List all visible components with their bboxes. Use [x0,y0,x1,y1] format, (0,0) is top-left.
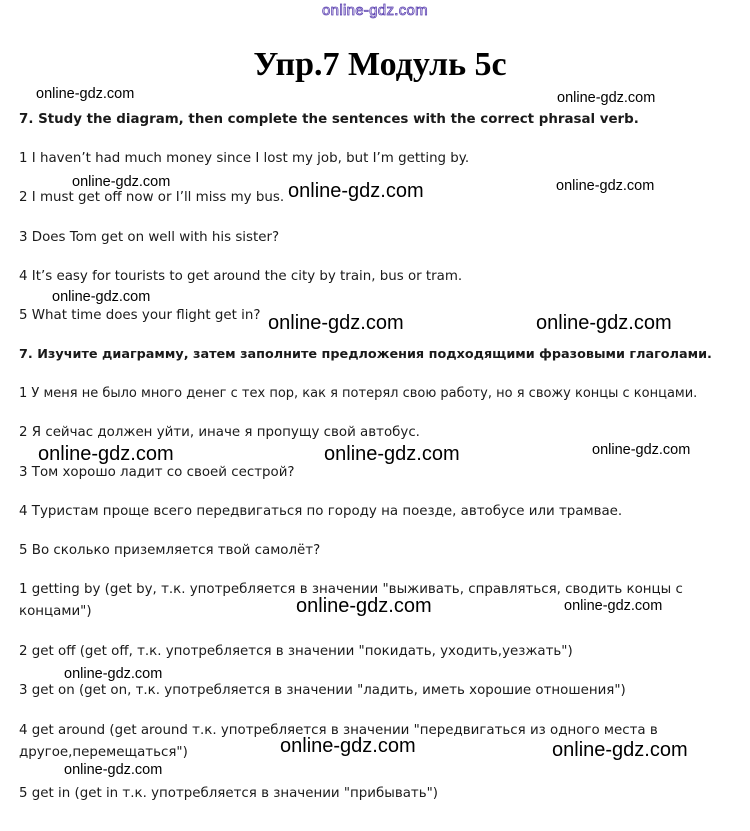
russian-sentence-1: 1 У меня не было много денег с тех пор, как я потерял свою работу, но я свожу концы с концами. [19,386,698,401]
watermark-text: online-gdz.com [72,174,171,190]
russian-sentence-3: 3 Том хорошо ладит со своей сестрой? [19,465,295,480]
page-title: Упр.7 Модуль 5с [253,46,507,83]
top-watermark: online-gdz.com [322,2,428,19]
answer-3: 3 get on (get on, т.к. употребляется в значении "ладить, иметь хорошие отношения") [19,683,626,698]
watermark-text: online-gdz.com [36,86,135,102]
watermark-text: online-gdz.com [324,443,460,465]
english-task-heading: 7. Study the diagram, then complete the sentences with the correct phrasal verb. [19,112,639,127]
russian-sentence-2: 2 Я сейчас должен уйти, иначе я пропущу свой автобус. [19,425,420,440]
answer-1: 1 getting by (get by, т.к. употребляется в значении "выживать, справляться, сводить концы с концами") [19,582,683,619]
watermark-text: online-gdz.com [280,735,416,757]
english-sentence-4: 4 It’s easy for tourists to get around the city by train, bus or tram. [19,269,463,284]
watermark-text: online-gdz.com [536,312,672,334]
russian-task-heading: 7. Изучите диаграмму, затем заполните предложения подходящими фразовыми глаголами. [19,347,712,362]
watermark-text: online-gdz.com [38,443,174,465]
watermark-text: online-gdz.com [288,180,424,202]
watermark-text: online-gdz.com [268,312,404,334]
english-sentence-5: 5 What time does your flight get in? [19,308,261,323]
english-sentence-3: 3 Does Tom get on well with his sister? [19,230,280,245]
watermark-text: online-gdz.com [557,90,656,106]
english-sentence-2: 2 I must get off now or I’ll miss my bus. [19,190,285,205]
watermark-text: online-gdz.com [552,739,688,761]
watermark-text: online-gdz.com [64,762,163,778]
watermark-text: online-gdz.com [64,666,163,682]
russian-sentence-5: 5 Во сколько приземляется твой самолёт? [19,543,321,558]
english-sentence-1: 1 I haven’t had much money since I lost my job, but I’m getting by. [19,151,470,166]
watermark-text: online-gdz.com [564,598,663,614]
answer-4: 4 get around (get around т.к. употребляется в значении "передвигаться из одного места в другое,перемещаться") [19,723,658,760]
watermark-text: online-gdz.com [592,442,691,458]
answer-2: 2 get off (get off, т.к. употребляется в значении "покидать, уходить,уезжать") [19,644,573,659]
watermark-text: online-gdz.com [556,178,655,194]
answer-5: 5 get in (get in т.к. употребляется в значении "прибывать") [19,786,438,801]
russian-sentence-4: 4 Туристам проще всего передвигаться по городу на поезде, автобусе или трамвае. [19,504,623,519]
watermark-text: online-gdz.com [52,289,151,305]
watermark-text: online-gdz.com [296,595,432,617]
